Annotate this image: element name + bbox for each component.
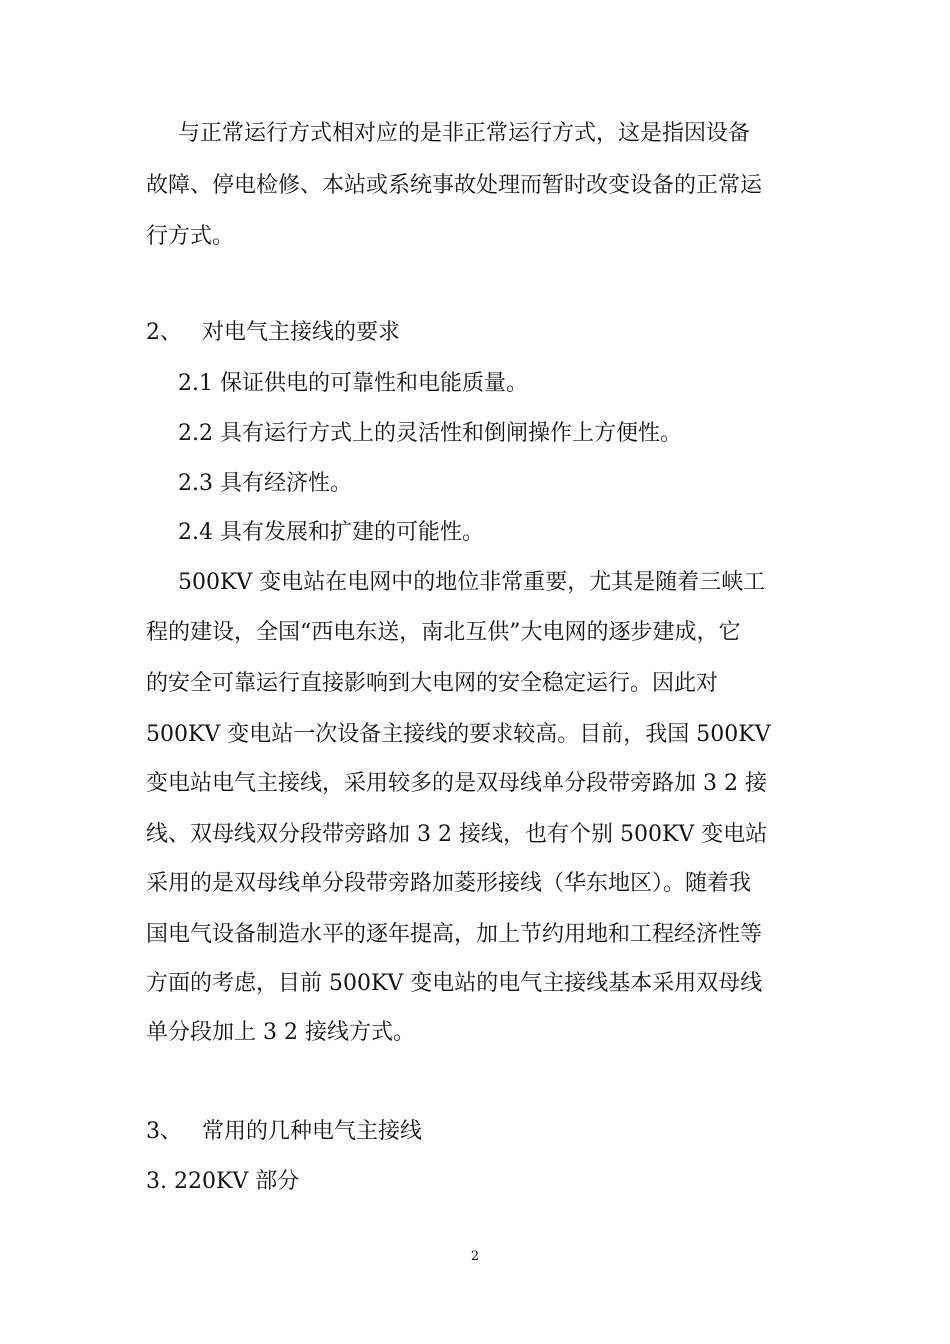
paragraph-1-line-2: 故障、停电检修、本站或系统事故处理而暂时改变设备的正常运 [146, 173, 763, 198]
paragraph-2-line-7: 采用的是双母线单分段带旁路加菱形接线（华东地区）。随着我 [146, 871, 752, 896]
paragraph-2-line-8: 国电气设备制造水平的逐年提高，加上节约用地和工程经济性等 [146, 922, 763, 947]
section-3-heading [146, 1117, 422, 1147]
paragraph-1-line-1: 与正常运行方式相对应的是非正常运行方式，这是指因设备 [178, 121, 751, 146]
page-number: 2 [470, 1249, 480, 1264]
requirement-item-3: 2.3 具有经济性。 [178, 471, 352, 496]
paragraph-2-line-2: 程的建设，全国“西电东送，南北互供”大电网的逐步建成，它 [146, 620, 741, 645]
requirement-item-2: 2.2 具有运行方式上的灵活性和倒闸操作上方便性。 [178, 421, 682, 446]
paragraph-2-line-10: 单分段加上 3 2 接线方式。 [146, 1020, 415, 1045]
section-2-number: 2、 [146, 320, 182, 345]
paragraph-2-line-3: 的安全可靠运行直接影响到大电网的安全稳定运行。因此对 [146, 671, 719, 696]
paragraph-2-line-1: 500KV 变电站在电网中的地位非常重要，尤其是随着三峡工 [178, 570, 766, 595]
requirement-item-1: 2.1 保证供电的可靠性和电能质量。 [178, 371, 528, 396]
paragraph-1-line-3: 行方式。 [146, 224, 235, 249]
section-2-heading [146, 318, 400, 348]
paragraph-2-line-4: 500KV 变电站一次设备主接线的要求较高。目前，我国 500KV [146, 722, 771, 747]
paragraph-2-line-9: 方面的考虑，目前 500KV 变电站的电气主接线基本采用双母线 [146, 971, 763, 996]
section-3-subheading: 3. 220KV 部分 [146, 1169, 300, 1194]
section-2-title: 对电气主接线的要求 [202, 320, 401, 345]
paragraph-2-line-6: 线、双母线双分段带旁路加 3 2 接线，也有个别 500KV 变电站 [146, 822, 768, 847]
requirement-item-4: 2.4 具有发展和扩建的可能性。 [178, 520, 484, 545]
paragraph-2-line-5: 变电站电气主接线，采用较多的是双母线单分段带旁路加 3 2 接 [146, 771, 767, 796]
section-3-title: 常用的几种电气主接线 [202, 1119, 423, 1144]
section-3-number: 3、 [146, 1119, 182, 1144]
